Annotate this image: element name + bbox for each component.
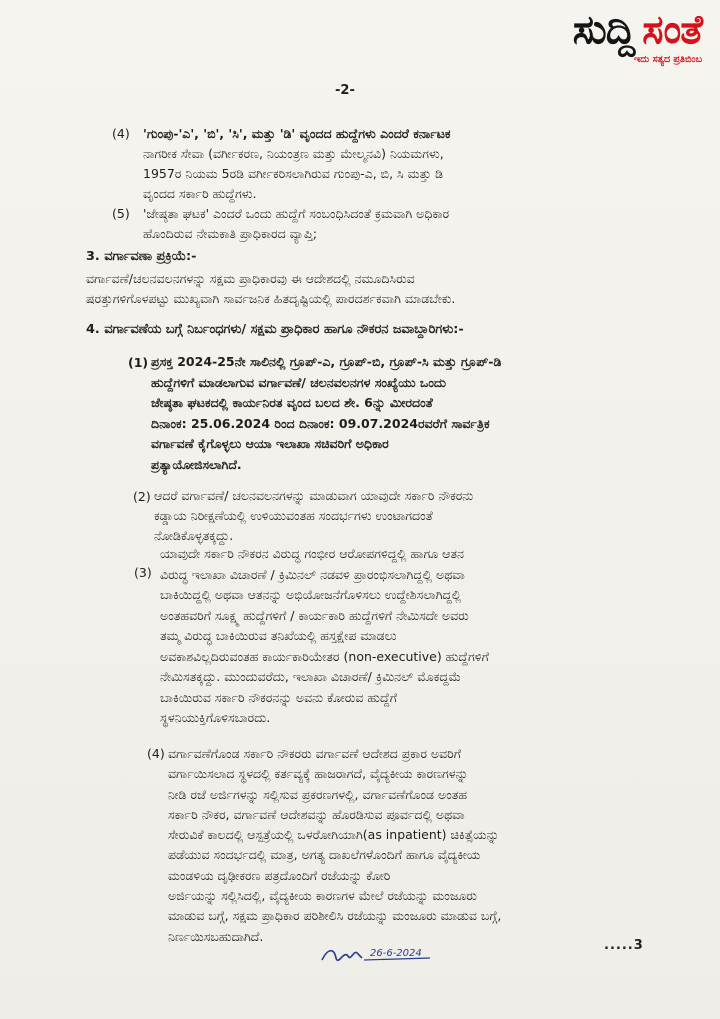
sudhi-santhe-logo [497, 8, 702, 78]
item-4-line: 'ಗುಂಪು-'ಎ', 'ಬಿ', 'ಸಿ', ಮತ್ತು 'ಡಿ' ವೃಂದದ ಹುದ್ದೆಗಳು ಎಂದರೆ ಕರ್ನಾಟಕ [143, 126, 451, 141]
section-3-text [86, 269, 636, 309]
logo-tagline: ಇದು ಸತ್ಯದ ಪ್ರತಿಬಿಂಬ [633, 54, 702, 65]
p1-line: ಪ್ರತ್ಯಾಯೋಜಿಸಲಾಗಿದೆ. [151, 456, 242, 472]
section-3-line: ಷರತ್ತುಗಳಿಗೊಳಪಟ್ಟು ಮುಖ್ಯವಾಗಿ ಸಾರ್ವಜನಿಕ ಹಿತದೃಷ್ಟಿಯಲ್ಲಿ ಪಾರದರ್ಶಕವಾಗಿ ಮಾಡಬೇಕು. [86, 291, 456, 306]
item-4-text [143, 124, 613, 204]
logo-word-1: ಸುದ್ದಿ [572, 7, 635, 53]
item-5-line: 'ಜೇಷ್ಠತಾ ಘಟಕ' ಎಂದರೆ ಒಂದು ಹುದ್ದೆಗೆ ಸಂಬಂಧಿಸಿದಂತೆ ಕ್ರಮವಾಗಿ ಅಧಿಕಾರ [143, 206, 450, 221]
section-4-p1-text [151, 352, 621, 475]
p3-line: ಬಾಕಿಯಿರುವ ಸರ್ಕಾರಿ ನೌಕರನನ್ನು ಅವನು ಕೋರುವ ಹುದ್ದೆಗೆ [160, 689, 397, 705]
p4-line: ಪಡೆಯುವ ಸಂದರ್ಭದಲ್ಲಿ ಮಾತ್ರ, ಅಗತ್ಯ ದಾಖಲೆಗಳೊಂದಿಗೆ ಹಾಗೂ ವೈದ್ಯಕೀಯ [168, 847, 481, 863]
p2-line: ನೋಡಿಕೊಳ್ಳತಕ್ಕದ್ದು. [154, 528, 234, 543]
handwritten-signature [318, 938, 438, 974]
logo-word-2: ಸಂತೆ [642, 7, 702, 53]
section-3-heading: 3. ವರ್ಗಾವಣಾ ಪ್ರಕ್ರಿಯೆ:- [86, 249, 197, 264]
item-4-line: ವೃಂದದ ಸರ್ಕಾರಿ ಹುದ್ದೆಗಳು. [143, 186, 257, 201]
section-4-p4-number: (4) [147, 746, 165, 761]
p4-line: ನಿರ್ಣಯಿಸಬಹುದಾಗಿದೆ. [168, 928, 264, 944]
signature-date: 26-6-2024 [370, 948, 422, 959]
item-4-number: (4) [112, 126, 130, 141]
page-number: -2- [335, 83, 355, 98]
p4-line: ವರ್ಗಾವಣೆಗೊಂಡ ಸರ್ಕಾರಿ ನೌಕರರು ವರ್ಗಾವಣೆ ಆದೇಶದ ಪ್ರಕಾರ ಅವರಿಗೆ [168, 746, 462, 761]
section-3-line: ವರ್ಗಾವಣೆ/ಚಲನವಲನಗಳನ್ನು ಸಕ್ಷಮ ಪ್ರಾಧಿಕಾರವು ಈ ಆದೇಶದಲ್ಲಿ ನಮೂದಿಸಿರುವ [86, 271, 415, 286]
item-5-number: (5) [112, 206, 130, 221]
p1-line: ವರ್ಗಾವಣೆ ಕೈಗೊಳ್ಳಲು ಆಯಾ ಇಲಾಖಾ ಸಚಿವರಿಗೆ ಅಧಿಕಾರ [151, 436, 389, 451]
p3-line: ಸ್ಥಳನಿಯುಕ್ತಿಗೊಳಿಸಬಾರದು. [160, 710, 271, 725]
p3-line: ನೇಮಿಸತಕ್ಕದ್ದು. ಮುಂದುವರೆದು, ಇಲಾಖಾ ವಿಚಾರಣೆ/ ಕ್ರಿಮಿನಲ್ ಮೊಕದ್ದಮೆ [160, 669, 461, 684]
logo-wordmark [497, 8, 702, 52]
item-5-line: ಹೊಂದಿರುವ ನೇಮಕಾತಿ ಪ್ರಾಧಿಕಾರದ ವ್ಯಾಪ್ತಿ; [143, 226, 318, 241]
p3-line: ಬಾಕಿಯಿದ್ದಲ್ಲಿ ಅಥವಾ ಆತನನ್ನು ಅಭಿಯೋಜನೆಗೊಳಿಸಲು ಉದ್ದೇಶಿಸಲಾಗಿದ್ದಲ್ಲಿ [160, 587, 462, 602]
item-4-line: 1957ರ ನಿಯಮ 5ರಡಿ ವರ್ಗೀಕರಿಸಲಾಗಿರುವ ಗುಂಪು-ಎ, ಬಿ, ಸಿ ಮತ್ತು ಡಿ [143, 166, 444, 181]
item-4-line: ನಾಗರೀಕ ಸೇವಾ (ವರ್ಗೀಕರಣ, ನಿಯಂತ್ರಣ ಮತ್ತು ಮೇಲ್ಮನವಿ) ನಿಯಮಗಳು, [143, 146, 444, 161]
section-4-p3-text [160, 544, 630, 729]
p4-line: ಮಾಡುವ ಬಗ್ಗೆ, ಸಕ್ಷಮ ಪ್ರಾಧಿಕಾರ ಪರಿಶೀಲಿಸಿ ರಜೆಯನ್ನು ಮಂಜೂರು ಮಾಡುವ ಬಗ್ಗೆ, [168, 908, 502, 924]
p1-line: ದಿನಾಂಕ: 25.06.2024 ರಿಂದ ದಿನಾಂಕ: 09.07.2024ರವರೆಗೆ ಸಾರ್ವತ್ರಿಕ [151, 415, 490, 431]
p4-line: ಮಂಡಳಿಯ ದೃಢೀಕರಣ ಪತ್ರದೊಂದಿಗೆ ರಜೆಯನ್ನು ಕೋರಿ [168, 867, 391, 883]
p4-line: ಸೇರುವಿಕೆ ಕಾಲದಲ್ಲಿ ಆಸ್ಪತ್ರೆಯಲ್ಲಿ ಒಳರೋಗಿಯಾಗಿ(as inpatient) ಚಿಕಿತ್ಸೆಯನ್ನು [168, 827, 500, 843]
item-5-text [143, 204, 613, 244]
section-4-p2-number: (2) [133, 489, 151, 504]
p3-line: ಅಂತಹವರಿಗೆ ಸೂಕ್ಷ್ಮ ಹುದ್ದೆಗಳಿಗೆ / ಕಾರ್ಯಕಾರಿ ಹುದ್ದೆಗಳಿಗೆ ನೇಮಿಸದೇ ಅವರು [160, 607, 469, 623]
section-4-heading: 4. ವರ್ಗಾವಣೆಯ ಬಗ್ಗೆ ನಿರ್ಬಂಧಗಳು/ ಸಕ್ಷಮ ಪ್ರಾಧಿಕಾರ ಹಾಗೂ ನೌಕರನ ಜವಾಬ್ದಾರಿಗಳು:- [86, 322, 464, 337]
p1-line: ಜೇಷ್ಠತಾ ಘಟಕದಲ್ಲಿ ಕಾರ್ಯನಿರತ ವೃಂದ ಬಲದ ಶೇ. 6ನ್ನು ಮೀರದಂತೆ [151, 395, 433, 410]
p3-line: ಅವಕಾಶವಿಲ್ಲದಿರುವಂತಹ ಕಾರ್ಯಕಾರಿಯೇತರ (non-executive) ಹುದ್ದೆಗಳಿಗೆ [160, 648, 489, 664]
p4-line: ನೀಡಿ ರಜೆ ಅರ್ಜಿಗಳನ್ನು ಸಲ್ಲಿಸುವ ಪ್ರಕರಣಗಳಲ್ಲಿ, ವರ್ಗಾವಣೆಗೊಂಡ ಅಂತಹ [168, 786, 468, 802]
p4-line: ಅರ್ಜಿಯನ್ನು ಸಲ್ಲಿಸಿದಲ್ಲಿ, ವೈದ್ಯಕೀಯ ಕಾರಣಗಳ ಮೇಲೆ ರಜೆಯನ್ನು ಮಂಜೂರು [168, 888, 477, 904]
section-4-p4-text [168, 744, 638, 947]
p4-line: ವರ್ಗಾಯಿಸಲಾದ ಸ್ಥಳದಲ್ಲಿ ಕರ್ತವ್ಯಕ್ಕೆ ಹಾಜರಾಗದೆ, ವೈದ್ಯಕೀಯ ಕಾರಣಗಳನ್ನು [168, 766, 469, 782]
p3-line: ವಿರುದ್ಧ ಇಲಾಖಾ ವಿಚಾರಣೆ / ಕ್ರಿಮಿನಲ್ ನಡವಳಿ ಪ್ರಾರಂಭಿಸಲಾಗಿದ್ದಲ್ಲಿ ಅಥವಾ [160, 566, 465, 582]
p2-line: ಆದರೆ ವರ್ಗಾವಣೆ/ ಚಲನವಲನಗಳನ್ನು ಮಾಡುವಾಗ ಯಾವುದೇ ಸರ್ಕಾರಿ ನೌಕರನು [154, 488, 474, 503]
section-4-p2-text [154, 486, 624, 546]
p1-line: ಪ್ರಸಕ್ತ 2024-25ನೇ ಸಾಲಿನಲ್ಲಿ ಗ್ರೂಪ್-ಎ, ಗ್ರೂಪ್-ಬಿ, ಗ್ರೂಪ್-ಸಿ ಮತ್ತು ಗ್ರೂಪ್-ಡಿ [151, 354, 502, 369]
p3-line: ಯಾವುದೇ ಸರ್ಕಾರಿ ನೌಕರನ ವಿರುದ್ಧ ಗಂಭೀರ ಆರೋಪಗಳಿದ್ದಲ್ಲಿ ಹಾಗೂ ಆತನ [160, 546, 464, 561]
p3-line: ತಮ್ಮ ವಿರುದ್ಧ ಬಾಕಿಯಿರುವ ತನಿಖೆಯಲ್ಲಿ ಹಸ್ತಕ್ಷೇಪ ಮಾಡಲು [160, 628, 397, 643]
continued-marker: .....3 [604, 938, 644, 953]
p4-line: ಸರ್ಕಾರಿ ನೌಕರ, ವರ್ಗಾವಣೆ ಆದೇಶವನ್ನು ಹೊರಡಿಸುವ ಪೂರ್ವದಲ್ಲಿ ಅಥವಾ [168, 806, 465, 822]
section-4-p1-number: (1) [128, 355, 149, 370]
section-4-p3-number: (3) [134, 565, 152, 580]
p2-line: ಕಡ್ಡಾಯ ನಿರೀಕ್ಷಣೆಯಲ್ಲಿ ಉಳಿಯುವಂತಹ ಸಂದರ್ಭಗಳು ಉಂಟಾಗದಂತೆ [154, 508, 433, 523]
p1-line: ಹುದ್ದೆಗಳಿಗೆ ಮಾಡಲಾಗುವ ವರ್ಗಾವಣೆ/ ಚಲನವಲನಗಳ ಸಂಖ್ಯೆಯು ಒಂದು [151, 374, 446, 390]
